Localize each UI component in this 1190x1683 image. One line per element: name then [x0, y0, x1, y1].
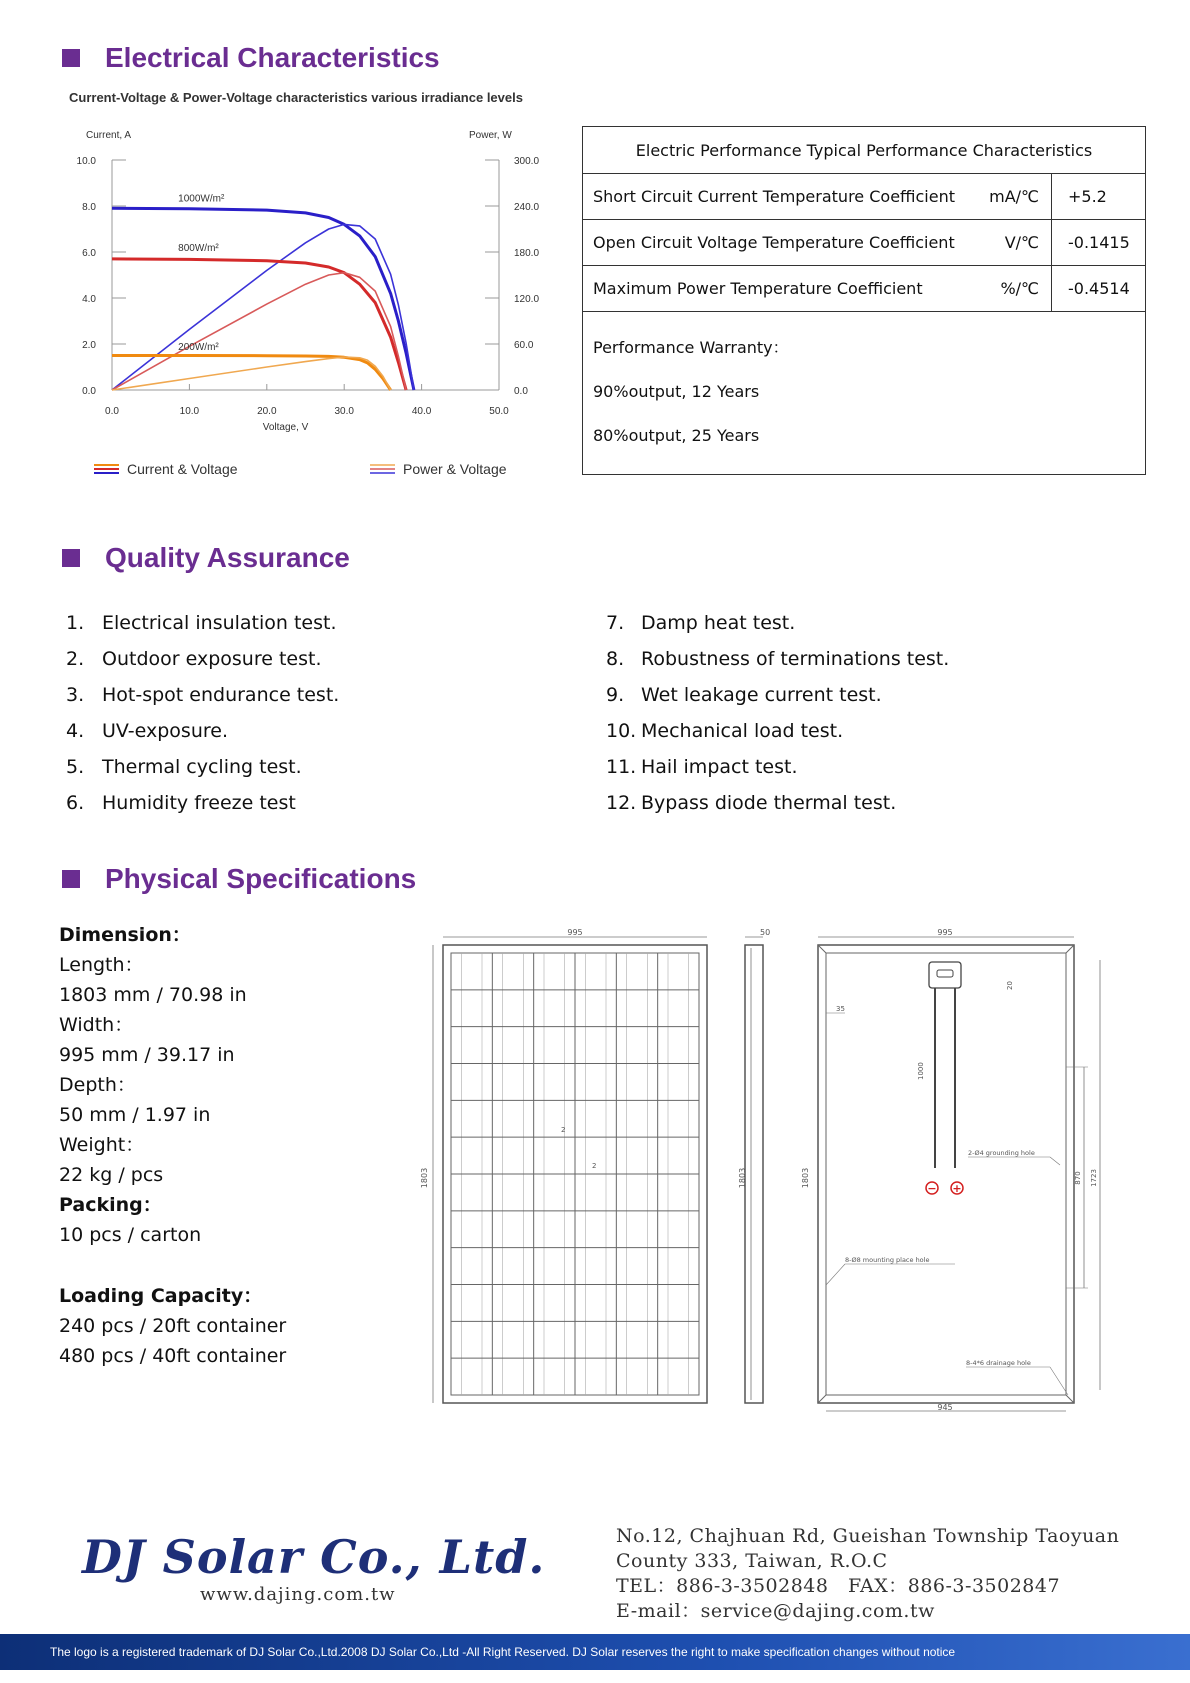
item-text: Bypass diode thermal test. — [641, 792, 897, 814]
email-link[interactable]: E-mail：service@dajing.com.tw — [616, 1600, 935, 1622]
legend-label: Current & Voltage — [127, 461, 238, 477]
item-text: Thermal cycling test. — [102, 756, 302, 778]
dim-label: 1803 — [738, 1167, 747, 1189]
table-cell-value: -0.1415 — [1052, 220, 1146, 266]
dimension-label: Dimension： — [59, 924, 191, 946]
warranty-title: Performance Warranty： — [593, 338, 789, 357]
y-axis-label-left: Current, A — [86, 130, 132, 141]
table-cell-unit: mA/℃ — [962, 174, 1052, 220]
loading-label: Loading Capacity： — [59, 1285, 263, 1307]
dim-label: 995 — [937, 928, 953, 937]
item-number: 4. — [66, 720, 85, 742]
front-view-drawing — [420, 928, 707, 1403]
table-header: Electric Performance Typical Performance Characteristics — [583, 127, 1146, 174]
curve-label: 800W/m² — [178, 242, 219, 254]
depth-label: Depth： — [59, 1074, 136, 1096]
y-tick-label-left: 10.0 — [76, 156, 96, 167]
table-cell-name: Maximum Power Temperature Coefficient — [583, 266, 962, 312]
item-number: 5. — [66, 756, 85, 778]
side-view-drawing — [738, 928, 770, 1403]
y-tick-label-left: 6.0 — [82, 248, 96, 259]
item-text: Electrical insulation test. — [102, 612, 337, 634]
item-number: 10. — [606, 720, 637, 742]
plus-sign: + — [952, 1182, 962, 1195]
y-tick-label-right: 300.0 — [514, 156, 540, 167]
item-text: Damp heat test. — [641, 612, 796, 634]
minus-sign: − — [927, 1182, 937, 1195]
y-tick-label-left: 8.0 — [82, 202, 96, 213]
table-cell-value: -0.4514 — [1052, 266, 1146, 312]
item-number: 9. — [606, 684, 625, 706]
item-number: 1. — [66, 612, 85, 634]
y-tick-label-right: 120.0 — [514, 294, 540, 305]
table-cell-unit: V/℃ — [962, 220, 1052, 266]
x-tick-label: 10.0 — [179, 406, 200, 417]
back-frame-inner — [826, 953, 1066, 1395]
dim-label: 1803 — [420, 1167, 429, 1189]
website-link[interactable]: www.dajing.com.tw — [200, 1584, 396, 1605]
warranty-line: 80%output, 25 Years — [593, 426, 760, 445]
dim-label: 1000 — [917, 1062, 925, 1080]
dim-label: 50 — [760, 928, 771, 937]
dim-label: 20 — [1006, 981, 1014, 990]
item-number: 8. — [606, 648, 625, 670]
address-line: County 333, Taiwan, R.O.C — [616, 1550, 888, 1572]
y-tick-label-left: 2.0 — [82, 340, 96, 351]
x-tick-label: 50.0 — [489, 406, 509, 417]
item-number: 3. — [66, 684, 85, 706]
item-text: Outdoor exposure test. — [102, 648, 322, 670]
y-tick-label-right: 240.0 — [514, 202, 540, 213]
item-text: Hot-spot endurance test. — [102, 684, 340, 706]
weight-value: 22 kg / pcs — [59, 1164, 164, 1186]
item-text: Wet leakage current test. — [641, 684, 882, 706]
y-tick-label-left: 4.0 — [82, 294, 96, 305]
section-title: Physical Specifications — [105, 863, 417, 894]
dim-label: 2 — [592, 1162, 597, 1170]
back-view-drawing — [801, 928, 1100, 1412]
item-text: Humidity freeze test — [102, 792, 296, 814]
phone-fax: TEL：886-3-3502848 FAX：886-3-3502847 — [616, 1575, 1061, 1597]
dim-label: 35 — [836, 1005, 845, 1013]
item-number: 7. — [606, 612, 625, 634]
disclaimer-bar: The logo is a registered trademark of DJ Solar Co.,Ltd.2008 DJ Solar Co.,Ltd -All Right Reserved. DJ Solar reserves the right to make specification changes without notice — [0, 1634, 1190, 1670]
item-text: UV-exposure. — [102, 720, 228, 742]
dim-label: 1723 — [1090, 1169, 1098, 1187]
junction-box — [929, 962, 961, 988]
y-tick-label-left: 0.0 — [82, 386, 96, 397]
curve-label: 1000W/m² — [178, 193, 225, 205]
warranty-line: 90%output, 12 Years — [593, 382, 760, 401]
address-line: No.12, Chajhuan Rd, Gueishan Township Taoyuan — [616, 1525, 1120, 1547]
dim-label: 870 — [1074, 1171, 1082, 1185]
length-label: Length： — [59, 954, 144, 976]
width-label: Width： — [59, 1014, 134, 1036]
x-tick-label: 20.0 — [257, 406, 277, 417]
x-tick-label: 30.0 — [334, 406, 354, 417]
loading-40ft: 480 pcs / 40ft container — [59, 1345, 287, 1367]
mounting-note: 8-Ø8 mounting place hole — [845, 1256, 930, 1264]
x-axis-label: Voltage, V — [262, 422, 309, 433]
y-tick-label-right: 60.0 — [514, 340, 534, 351]
dim-label: 945 — [937, 1403, 953, 1412]
packing-label: Packing： — [59, 1194, 162, 1216]
x-tick-label: 0.0 — [105, 406, 119, 417]
legend-label: Power & Voltage — [403, 461, 507, 477]
drainage-note: 8-4*6 drainage hole — [966, 1359, 1031, 1367]
section-title: Electrical Characteristics — [105, 42, 440, 73]
x-tick-label: 40.0 — [411, 406, 432, 417]
table-cell-name: Short Circuit Current Temperature Coefficient — [583, 174, 962, 220]
item-text: Mechanical load test. — [641, 720, 844, 742]
company-logo: DJ Solar Co., Ltd. — [82, 1530, 546, 1584]
length-value: 1803 mm / 70.98 in — [59, 984, 247, 1006]
side-frame — [745, 945, 763, 1403]
table-cell-name: Open Circuit Voltage Temperature Coefficient — [583, 220, 962, 266]
dim-label: 1803 — [801, 1167, 810, 1189]
item-text: Hail impact test. — [641, 756, 798, 778]
loading-20ft: 240 pcs / 20ft container — [59, 1315, 287, 1337]
y-tick-label-right: 0.0 — [514, 386, 528, 397]
depth-value: 50 mm / 1.97 in — [59, 1104, 211, 1126]
item-number: 11. — [606, 756, 637, 778]
dim-label: 995 — [567, 928, 583, 937]
width-value: 995 mm / 39.17 in — [59, 1044, 235, 1066]
y-tick-label-right: 180.0 — [514, 248, 540, 259]
packing-value: 10 pcs / carton — [59, 1224, 202, 1246]
curve-label: 200W/m² — [178, 341, 219, 353]
grounding-note: 2-Ø4 grounding hole — [968, 1149, 1035, 1157]
item-number: 6. — [66, 792, 85, 814]
cell-grid — [451, 953, 699, 1395]
item-text: Robustness of terminations test. — [641, 648, 950, 670]
back-frame-outer — [818, 945, 1074, 1403]
table-cell-unit: %/℃ — [962, 266, 1052, 312]
y-axis-label-right: Power, W — [469, 130, 512, 141]
item-number: 2. — [66, 648, 85, 670]
chart-title: Current-Voltage & Power-Voltage characteristics various irradiance levels — [69, 90, 523, 105]
dim-label: 2 — [561, 1126, 566, 1134]
item-number: 12. — [606, 792, 637, 814]
section-title: Quality Assurance — [105, 542, 350, 573]
table-cell-value: +5.2 — [1052, 174, 1146, 220]
weight-label: Weight： — [59, 1134, 145, 1156]
contact-block — [616, 1524, 1119, 1624]
